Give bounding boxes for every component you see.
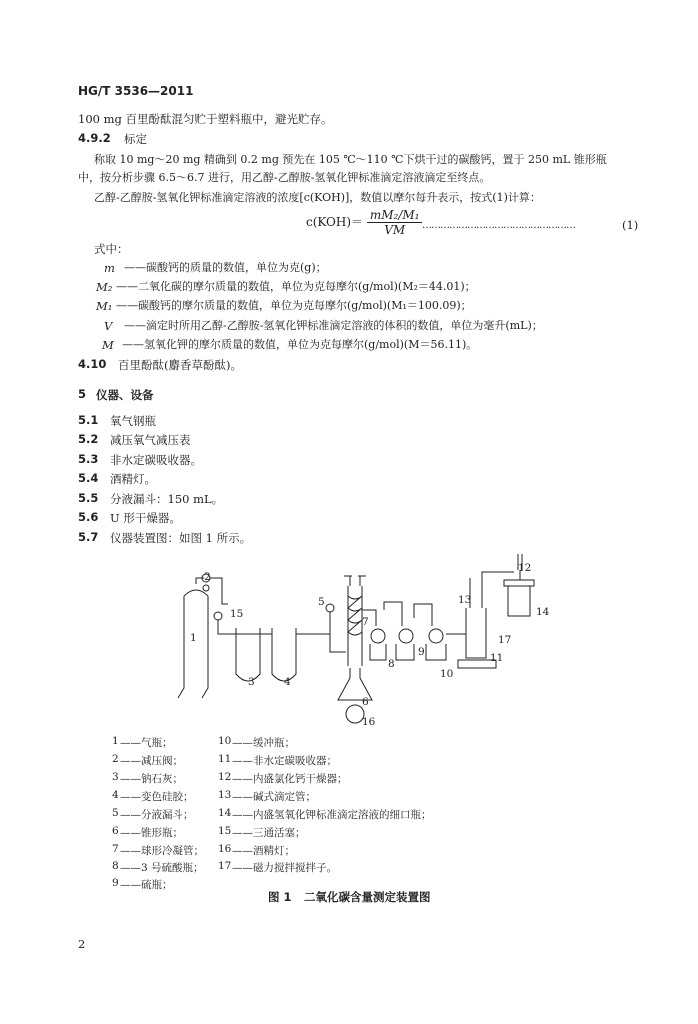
var-symbol: M₂ [96, 280, 113, 294]
section-4-9-2-title: 标定 [124, 132, 147, 146]
item-number: 5.7 [78, 530, 99, 544]
var-symbol: V [104, 319, 113, 333]
legend-text: ——减压阀； [120, 755, 183, 767]
item-text: 减压氧气减压表 [110, 433, 191, 447]
buffer-bottle [426, 644, 446, 660]
legend-text: ——气瓶； [120, 737, 173, 749]
formula-numerator: mM₂/M₁ [367, 208, 423, 223]
legend-number: 8 [112, 860, 119, 872]
callout-16: 16 [362, 716, 376, 728]
item-number: 5.1 [78, 413, 99, 427]
formula-1 [306, 208, 422, 237]
legend-text: ——磁力搅拌搅拌子。 [232, 862, 337, 874]
u-dryer-soda-lime [236, 628, 260, 681]
legend-text: ——内盛氢氧化钾标准滴定溶液的细口瓶； [232, 809, 432, 821]
var-description: ——氢氧化钾的摩尔质量的数值，单位为克每摩尔(g/mol)(M＝56.11)。 [122, 338, 478, 351]
item-number: 5.5 [78, 491, 99, 505]
calibration-para-line1: 称取 10 mg～20 mg 精确到 0.2 mg 预先在 105 ℃～110 ℃下烘干过的碳酸钙，置于 250 mL 锥形瓶 [94, 153, 607, 166]
callout-13: 13 [458, 594, 472, 606]
callout-2: 2 [204, 571, 211, 583]
var-description: ——滴定时所用乙醇-乙醇胺-氢氧化钾标准滴定溶液的体积的数值，单位为毫升(mL)； [124, 319, 543, 332]
legend-text: ——缓冲瓶； [232, 737, 295, 749]
legend-text: ——内盛氯化钙干燥器； [232, 773, 348, 785]
figure-caption-title: 二氧化碳含量测定装置图 [304, 890, 431, 904]
callout-17: 17 [498, 634, 512, 646]
legend-number: 6 [112, 825, 119, 837]
u-dryer-silica-gel [266, 628, 296, 681]
legend-number: 15 [218, 825, 232, 837]
callout-4: 4 [284, 676, 291, 688]
legend-number: 17 [218, 860, 232, 872]
bottle-9 [396, 644, 414, 660]
where-label: 式中： [94, 242, 129, 256]
callout-9: 9 [418, 646, 425, 658]
item-text: U 形干燥器。 [110, 511, 181, 525]
callout-12: 12 [518, 562, 532, 574]
legend-number: 3 [112, 771, 119, 783]
item-number: 5.4 [78, 471, 99, 485]
figure-caption-label: 图 1 [268, 890, 292, 904]
section-5-title: 仪器、设备 [96, 388, 154, 402]
callout-5: 5 [318, 596, 325, 608]
item-number: 5.6 [78, 510, 99, 524]
sulfuric-acid-bottle [370, 644, 386, 660]
formula-fraction [367, 208, 423, 237]
legend-number: 7 [112, 843, 119, 855]
gas-cylinder [178, 596, 208, 698]
var-description: ——二氧化碳的摩尔质量的数值，单位为克每摩尔(g/mol)(M₂＝44.01)； [116, 280, 476, 293]
callout-6: 6 [362, 696, 369, 708]
legend-text: ——碱式滴定管； [232, 791, 316, 803]
formula-leader-dots: …………………………………………… [422, 220, 575, 231]
intro-line: 100 mg 百里酚酞混匀贮于塑料瓶中，避光贮存。 [78, 112, 333, 126]
item-number: 5.3 [78, 452, 99, 466]
legend-number: 12 [218, 771, 232, 783]
section-4-10-text: 百里酚酞(麝香草酚酞)。 [118, 358, 242, 372]
callout-15: 15 [230, 608, 244, 620]
legend-text: ——变色硅胶； [120, 791, 194, 803]
callout-1: 1 [190, 632, 197, 644]
legend-text: ——3 号硫酸瓶； [120, 862, 204, 874]
legend-text: ——三通活塞； [232, 827, 306, 839]
legend-text: ——分液漏斗； [120, 809, 194, 821]
legend-number: 11 [218, 753, 232, 765]
legend-number: 2 [112, 753, 119, 765]
section-4-10-number: 4.10 [78, 357, 107, 371]
callout-8: 8 [388, 658, 395, 670]
legend-number: 9 [112, 877, 119, 889]
item-text: 氧气钢瓶 [110, 414, 156, 428]
formula-number: (1) [622, 218, 639, 232]
burette [466, 608, 486, 644]
legend-text: ——非水定碳吸收器； [232, 755, 337, 767]
legend-number: 10 [218, 735, 232, 747]
legend-text: ——锥形瓶； [120, 827, 183, 839]
formula-denominator: VM [384, 223, 406, 237]
formula-lhs: c(KOH)＝ [306, 215, 364, 229]
legend-text: ——钠石灰； [120, 773, 183, 785]
legend-number: 16 [218, 843, 232, 855]
legend-number: 14 [218, 807, 232, 819]
three-way-stopcock [214, 612, 222, 620]
item-text: 酒精灯。 [110, 472, 156, 486]
standard-number: HG/T 3536—2011 [78, 84, 194, 98]
callout-11: 11 [490, 652, 504, 664]
legend-number: 5 [112, 807, 119, 819]
calibration-para-line2: 中，按分析步骤 6.5～6.7 进行，用乙醇-乙醇胺-氢氧化钾标准滴定溶液滴定至终点。 [78, 171, 491, 184]
item-text: 分液漏斗：150 mL。 [110, 492, 224, 506]
page-number: 2 [78, 937, 86, 951]
legend-text: ——硫瓶； [120, 879, 173, 891]
section-4-9-2-number: 4.9.2 [78, 131, 111, 145]
callout-3: 3 [248, 676, 255, 688]
non-aqueous-absorber [466, 644, 486, 658]
legend-text: ——酒精灯； [232, 845, 295, 857]
var-description: ——碳酸钙的摩尔质量的数值，单位为克每摩尔(g/mol)(M₁＝100.09)； [116, 299, 472, 312]
concentration-para: 乙醇-乙醇胺-氢氧化钾标准滴定溶液的浓度[c(KOH)]，数值以摩尔每升表示，按式(1)计算： [94, 191, 541, 204]
callout-7: 7 [362, 616, 369, 628]
item-text: 仪器装置图：如图 1 所示。 [110, 531, 252, 545]
separatory-funnel-stopcock [326, 604, 334, 612]
var-symbol: m [104, 261, 115, 275]
legend-number: 1 [112, 735, 119, 747]
var-symbol: M₁ [96, 299, 113, 313]
legend-number: 13 [218, 789, 232, 801]
callout-14: 14 [536, 606, 550, 618]
item-number: 5.2 [78, 432, 99, 446]
section-5-number: 5 [78, 387, 87, 401]
koh-reagent-bottle [508, 586, 530, 616]
legend-text: ——球形冷凝管； [120, 845, 204, 857]
item-text: 非水定碳吸收器。 [110, 453, 202, 467]
var-symbol: M [102, 338, 114, 352]
callout-10: 10 [440, 668, 454, 680]
legend-number: 4 [112, 789, 119, 801]
var-description: ——碳酸钙的质量的数值，单位为克(g)； [124, 261, 327, 274]
